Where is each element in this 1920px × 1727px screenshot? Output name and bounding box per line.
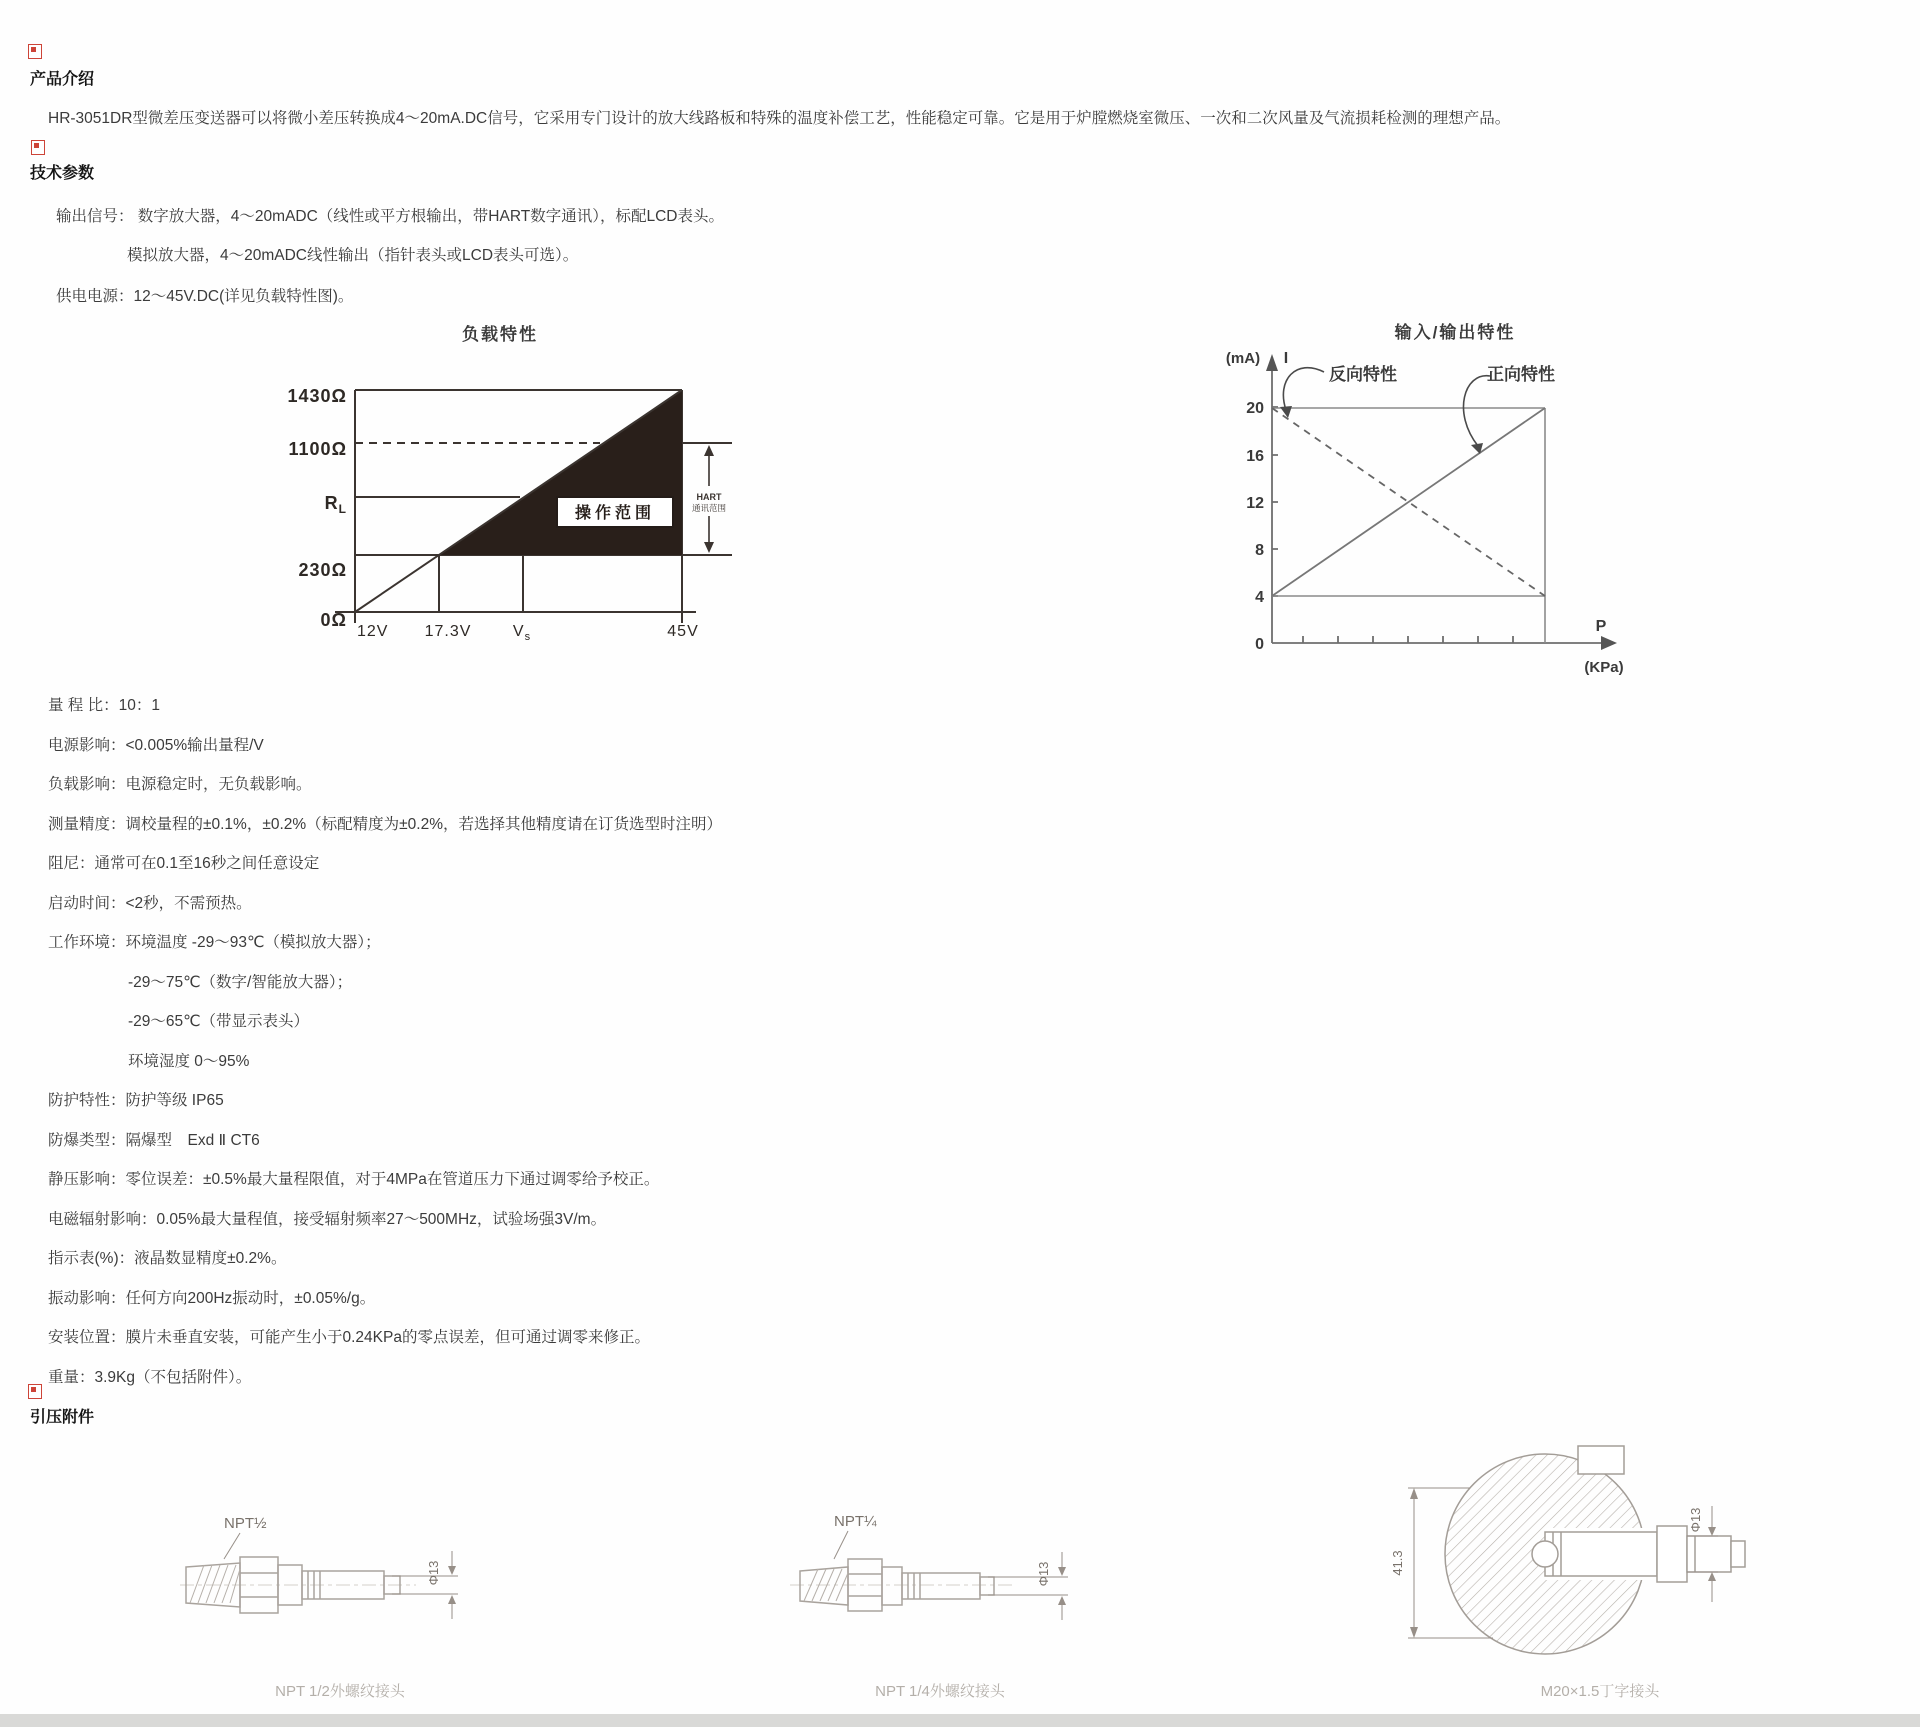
x-axis-symbol: P xyxy=(1595,618,1607,635)
dim-label-d13: Φ13 xyxy=(1688,1507,1703,1533)
spec-line: 供电电源：12～45V.DC(详见负载特性图)。 xyxy=(56,288,354,305)
svg-text:45V: 45V xyxy=(667,623,699,640)
dim-arrowhead xyxy=(448,1595,456,1604)
svg-text:Vs: $V_s$ xyxy=(512,623,532,643)
svg-text:12: 12 xyxy=(1246,495,1264,512)
dim-arrowhead xyxy=(1410,1488,1418,1499)
spec-line: 负载影响：电源稳定时，无负载影响。 xyxy=(48,776,312,793)
load-chart-x-labels xyxy=(357,623,699,643)
svg-text:1100Ω: 1100Ω xyxy=(288,439,347,459)
y-axis-arrowhead xyxy=(1266,354,1278,371)
hart-label-line2: 通讯范围 xyxy=(691,503,727,513)
io-chart-box-lines xyxy=(1272,408,1545,643)
spec-line: 电源影响：<0.005%输出量程/V xyxy=(48,737,264,754)
svg-text:0Ω: 0Ω xyxy=(320,610,347,630)
svg-text:8: 8 xyxy=(1255,542,1264,559)
spec-line: 输出信号： 数字放大器，4～20mADC（线性或平方根输出，带HART数字通讯），标配LCD表头。 xyxy=(56,208,724,225)
callout-label: NPT¼ xyxy=(834,1513,877,1530)
forward-characteristic-label: 正向特性 xyxy=(1487,365,1555,384)
spec-line: 防护特性：防护等级 IP65 xyxy=(48,1092,224,1109)
svg-text:230Ω: 230Ω xyxy=(298,560,347,580)
spec-line: 电磁辐射影响：0.05%最大量程值，接受辐射频率27～500MHz，试验场强3V/m。 xyxy=(48,1211,607,1228)
svg-text:20: 20 xyxy=(1246,400,1264,417)
forward-label-arrow xyxy=(1463,376,1490,446)
thread-hatch xyxy=(190,1565,240,1603)
fitting-caption: M20×1.5丁字接头 xyxy=(1540,1683,1660,1700)
spec-line: 重量：3.9Kg（不包括附件）。 xyxy=(48,1369,252,1386)
y-axis-symbol: I xyxy=(1283,350,1289,367)
spec-line: 振动影响：任何方向200Hz振动时，±0.05%/g。 xyxy=(48,1290,376,1307)
callout-label: NPT½ xyxy=(224,1515,267,1532)
spec-line: -29～65℃（带显示表头） xyxy=(128,1013,310,1030)
intro-paragraph: HR-3051DR型微差压变送器可以将微小差压转换成4～20mA.DC信号，它采用专门设计的放大线路板和特殊的温度补偿工艺，性能稳定可靠。它是用于炉膛燃烧室微压、一次和二次风量及气流损耗检测的理想产品。 xyxy=(48,110,1511,127)
spec-line: 阻尼：通常可在0.1至16秒之间任意设定 xyxy=(48,855,320,872)
svg-text:1430Ω: 1430Ω xyxy=(287,386,347,406)
reverse-characteristic-label: 反向特性 xyxy=(1329,365,1397,384)
io-chart-y-tick-labels xyxy=(1246,400,1264,653)
dim-arrowhead xyxy=(1410,1627,1418,1638)
tech-heading: 技术参数 xyxy=(30,165,95,182)
reverse-label-arrowhead xyxy=(1280,406,1292,418)
dim-arrowhead xyxy=(1708,1572,1716,1581)
section-marker-icon xyxy=(31,140,45,155)
forward-characteristic-line xyxy=(1272,408,1545,596)
svg-text:12V: 12V xyxy=(357,623,389,640)
intro-heading: 产品介绍 xyxy=(30,71,95,88)
spec-line: 指示表(%)：液晶数显精度±0.2%。 xyxy=(48,1250,287,1267)
dimension-d13 xyxy=(988,1552,1068,1620)
load-chart-title: 负载特性 xyxy=(462,325,538,344)
section-marker-icon xyxy=(28,44,42,59)
spec-line: 量 程 比：10：1 xyxy=(48,697,160,714)
io-characteristic-chart xyxy=(1180,318,1700,688)
dim-label-d13: Φ13 xyxy=(1036,1561,1051,1587)
dim-arrowhead xyxy=(1058,1567,1066,1576)
spec-line: -29～75℃（数字/智能放大器）； xyxy=(128,974,353,991)
io-chart-title: 输入/输出特性 xyxy=(1394,323,1516,342)
hub-detail xyxy=(1532,1541,1558,1567)
fitting-drawing-npt14 xyxy=(790,1503,1090,1648)
spec-line: 防爆类型：隔爆型 Exd Ⅱ CT6 xyxy=(48,1132,260,1149)
operating-region-label: 操作范围 xyxy=(574,505,656,522)
svg-text:17.3V: 17.3V xyxy=(424,623,472,640)
x-axis-arrowhead xyxy=(1601,636,1617,650)
svg-text:0: 0 xyxy=(1255,636,1264,653)
dim-label-d13: Φ13 xyxy=(426,1560,441,1586)
svg-text:16: 16 xyxy=(1246,448,1264,465)
svg-text:4: 4 xyxy=(1255,589,1264,606)
callout-npt xyxy=(224,1515,267,1559)
fitting-drawing-m20-tjoint xyxy=(1390,1442,1770,1670)
hart-label-line1: HART xyxy=(696,492,722,502)
bottom-edge-bar xyxy=(0,1714,1920,1727)
fitting-caption: NPT 1/2外螺纹接头 xyxy=(275,1683,405,1700)
spec-line: 环境湿度 0～95% xyxy=(128,1053,250,1070)
callout-npt xyxy=(834,1513,877,1559)
top-port xyxy=(1578,1446,1624,1474)
dim-label-41-3: 41.3 xyxy=(1390,1550,1405,1576)
svg-text:RL: $R_L$ xyxy=(324,493,347,516)
spec-line: 静压影响：零位误差：±0.5%最大量程限值，对于4MPa在管道压力下通过调零给予校正。 xyxy=(48,1171,660,1188)
reverse-label-arrow xyxy=(1283,368,1324,410)
dim-arrowhead xyxy=(1058,1596,1066,1605)
dim-arrowhead xyxy=(448,1566,456,1575)
section-marker-icon xyxy=(28,1384,42,1399)
x-axis-unit: (KPa) xyxy=(1584,659,1624,676)
hart-range-annotation xyxy=(682,443,732,553)
spec-line: 安装位置：膜片未垂直安装，可能产生小于0.24KPa的零点误差，但可通过调零来修正。 xyxy=(48,1329,650,1346)
operating-region-label-box xyxy=(557,497,673,527)
fitting-caption: NPT 1/4外螺纹接头 xyxy=(875,1683,1005,1700)
spec-line: 测量精度：调校量程的±0.1%，±0.2%（标配精度为±0.2%，若选择其他精度请在订货选型时注明） xyxy=(48,816,723,833)
y-axis-unit: (mA) xyxy=(1225,350,1261,367)
spec-line: 模拟放大器，4～20mADC线性输出（指针表头或LCD表头可选）。 xyxy=(127,247,579,264)
side-pipe xyxy=(1545,1526,1745,1582)
fitting-drawing-npt12 xyxy=(180,1503,480,1648)
load-characteristic-chart xyxy=(200,318,760,648)
spec-line: 启动时间：<2秒，不需预热。 xyxy=(48,895,252,912)
fittings-heading: 引压附件 xyxy=(30,1409,95,1426)
load-chart-y-labels xyxy=(288,386,347,630)
spec-line: 工作环境：环境温度 -29～93℃（模拟放大器）； xyxy=(48,934,381,951)
dim-arrowhead xyxy=(1708,1527,1716,1536)
